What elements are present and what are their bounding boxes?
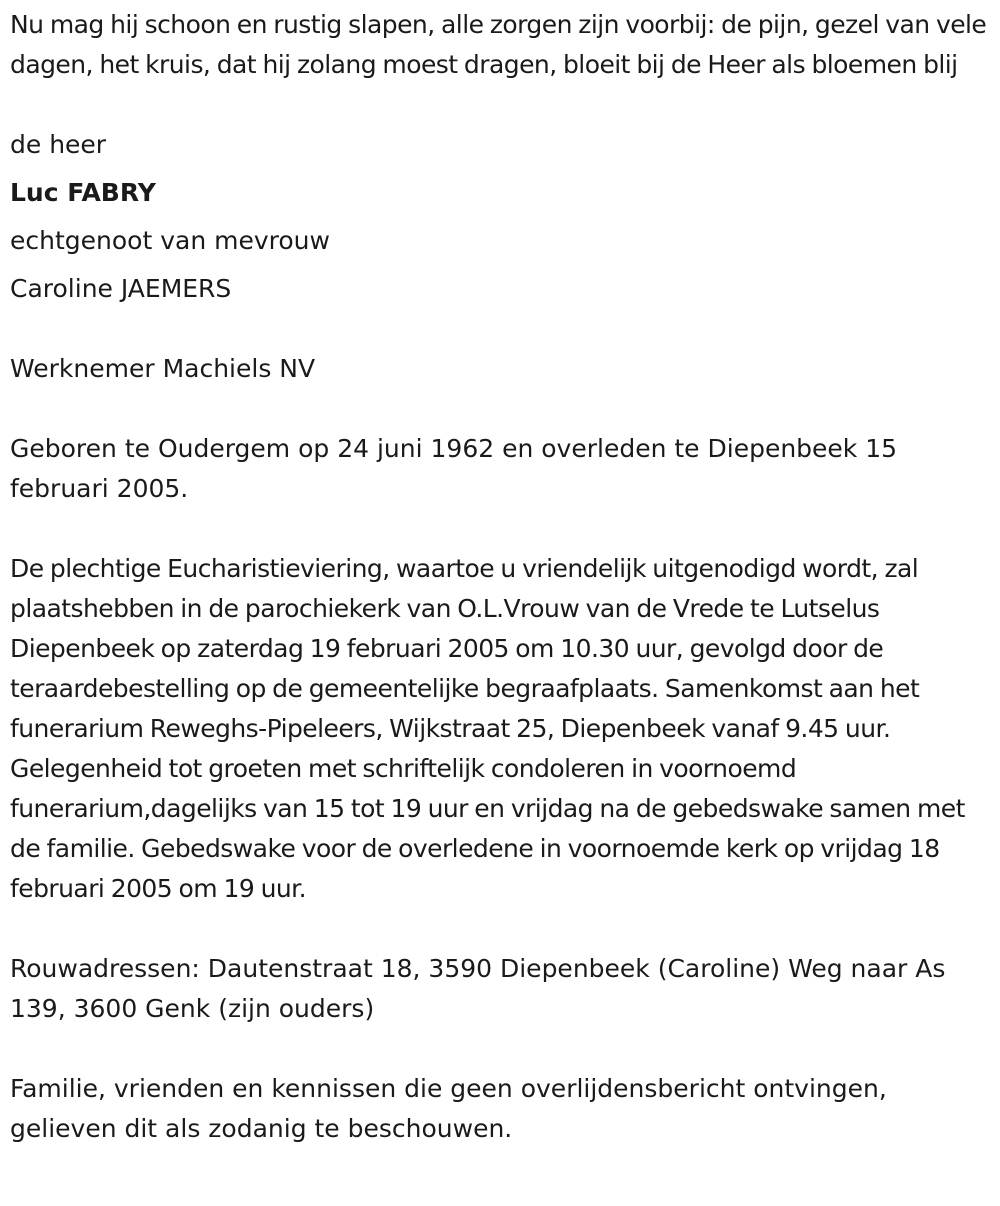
salutation: de heer: [10, 130, 107, 159]
spacer: [10, 165, 995, 173]
death-notice: [10, 5, 995, 1149]
occupation-text: Werknemer Machiels NV: [10, 354, 316, 383]
spacer: [10, 909, 995, 949]
spacer: [10, 85, 995, 125]
spacer: [10, 509, 995, 549]
spacer: [10, 261, 995, 269]
spacer: [10, 1029, 995, 1069]
birth-death-text: Geboren te Oudergem op 24 juni 1962 en overleden te Diepenbeek 15 februari 2005.: [10, 434, 898, 503]
relation-text: echtgenoot van mevrouw: [10, 226, 330, 255]
addresses-text: Rouwadressen: Dautenstraat 18, 3590 Diepenbeek (Caroline) Weg naar As 139, 3600 Genk (zijn ouders): [10, 954, 946, 1023]
deceased-name: Luc FABRY: [10, 178, 156, 207]
spacer: [10, 309, 995, 349]
poem-text: Nu mag hij schoon en rustig slapen, alle zorgen zijn voorbij: de pijn, gezel van vele dagen, het kruis, dat hij zolang moest dragen, bloeit bij de Heer als bloemen blij: [10, 10, 987, 79]
ceremony-text: De plechtige Eucharistieviering, waartoe u vriendelijk uitgenodigd wordt, zal plaatshebben in de parochiekerk van O.L.Vrouw van de Vrede te Lutselus Diepenbeek op zaterdag 19 februari 2005 om 10.30 uur, gevolgd door de teraardebestelling op de gemeentelijke begraafplaats. Samenkomst aan het funerarium Reweghs-Pipeleers, Wijkstraat 25, Diepenbeek vanaf 9.45 uur. Gelegenheid tot groeten met schriftelijk condoleren in voornoemd funerarium,dagelijks van 15 tot 19 uur en vrijdag na de gebedswake samen met de familie. Gebedswake voor de overledene in voornoemde kerk op vrijdag 18 februari 2005 om 19 uur.: [10, 554, 965, 903]
spacer: [10, 389, 995, 429]
closing-text: Familie, vrienden en kennissen die geen overlijdensbericht ontvingen, gelieven dit als zodanig te beschouwen.: [10, 1074, 887, 1143]
spacer: [10, 213, 995, 221]
spouse-name: Caroline JAEMERS: [10, 274, 232, 303]
